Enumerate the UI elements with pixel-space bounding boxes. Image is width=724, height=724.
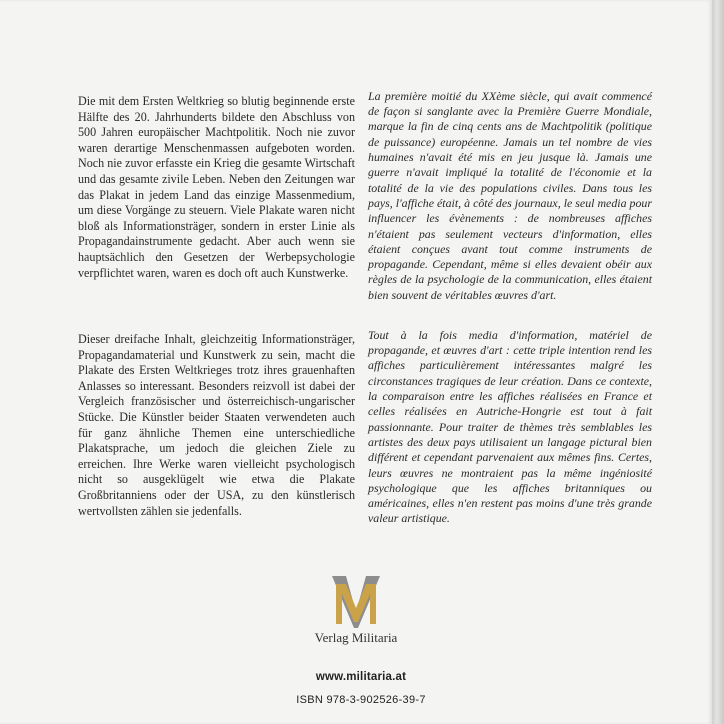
- publisher-logo: [0, 572, 712, 630]
- german-paragraph-1: Die mit dem Ersten Weltkrieg so blutig beginnende erste Hälfte des 20. Jahrhunderts bildete den Abschluss von 500 Jahren europäischer Machtpolitik. Noch nie zuvor waren derartige Menschenmassen aufgeboten worden. Noch nie zuvor erfasste ein Krieg die gesamte Wirtschaft und das gesamte zivile Leben. Neben den Zeitungen war das Plakat in jedem Land das einzige Massenmedium, um diese Vorgänge zu steuern. Viele Plakate waren nicht bloß als Informationsträger, sondern in erster Linie als Propagandainstrumente gedacht. Aber auch wenn sie hauptsächlich den Gesetzen der Werbepsychologie verpflichtet waren, waren es doch oft auch Kunstwerke.: [78, 94, 355, 280]
- vm-monogram-icon: [326, 572, 386, 630]
- french-paragraph-2: Tout à la fois media d'information, matériel de propagande, et œuvres d'art : cette triple intention rend les affiches particulièrement intéressantes malgré les circonstances tragiques de leur création. Dans ce contexte, la comparaison entre les affiches réalisées en France et celles réalisées en Autriche-Hongrie est tout à fait passionnante. Pour traiter de thèmes très semblables les artistes des deux pays utilisaient un langage pictural bien différent et cependant parvenaient aux mêmes fins. Certes, leurs œuvres ne montraient pas la même ingéniosité psychologique que les affiches britanniques ou américaines, elles n'en restent pas moins d'une très grande valeur artistique.: [368, 327, 652, 526]
- publisher-name: Verlag Militaria: [314, 630, 398, 645]
- publisher-website: www.militaria.at: [315, 671, 407, 683]
- isbn-number: ISBN 978-3-902526-39-7: [296, 694, 426, 706]
- french-paragraph-1: La première moitié du XXème siècle, qui avait commencé de façon si sanglante avec la Première Guerre Mondiale, marque la fin de cinq cents ans de Machtpolitik (politique de puissance) européenne. Jamais un tel nombre de vies humaines n'avait été mis en jeu jusque là. Jamais une guerre n'avait impliqué la totalité de l'économie et la totalité de la vie des populations civiles. Dans tous les pays, l'affiche était, à côté des journaux, le seul media pour influencer les évènements : de nombreuses affiches n'étaient pas seulement vecteurs d'information, elles étaient conçues avant tout comme instruments de propagande. Cependant, même si elles devaient obéir aux règles de la psychologie de la communication, elles étaient bien souvent de véritables œuvres d'art.: [368, 88, 652, 302]
- book-edge: [712, 0, 724, 724]
- german-paragraph-2: Dieser dreifache Inhalt, gleichzeitig Informationsträger, Propagandamaterial und Kunstwerk zu sein, macht die Plakate des Ersten Weltkrieges trotz ihres grauenhaften Anlasses so interessant. Besonders reizvoll ist dabei der Vergleich französischer und österreichisch-ungarischer Stücke. Die Künstler beider Staaten verwendeten auch für ganz ähnliche Themen eine unterschiedliche Plakatsprache, um jedoch die gleichen Ziele zu erreichen. Ihre Werke waren vielleicht psychologisch nicht so ausgeklügelt wie etwa die Plakate Großbritanniens oder der USA, zu den künstlerisch wertvollsten zählen sie jedenfalls.: [78, 332, 355, 518]
